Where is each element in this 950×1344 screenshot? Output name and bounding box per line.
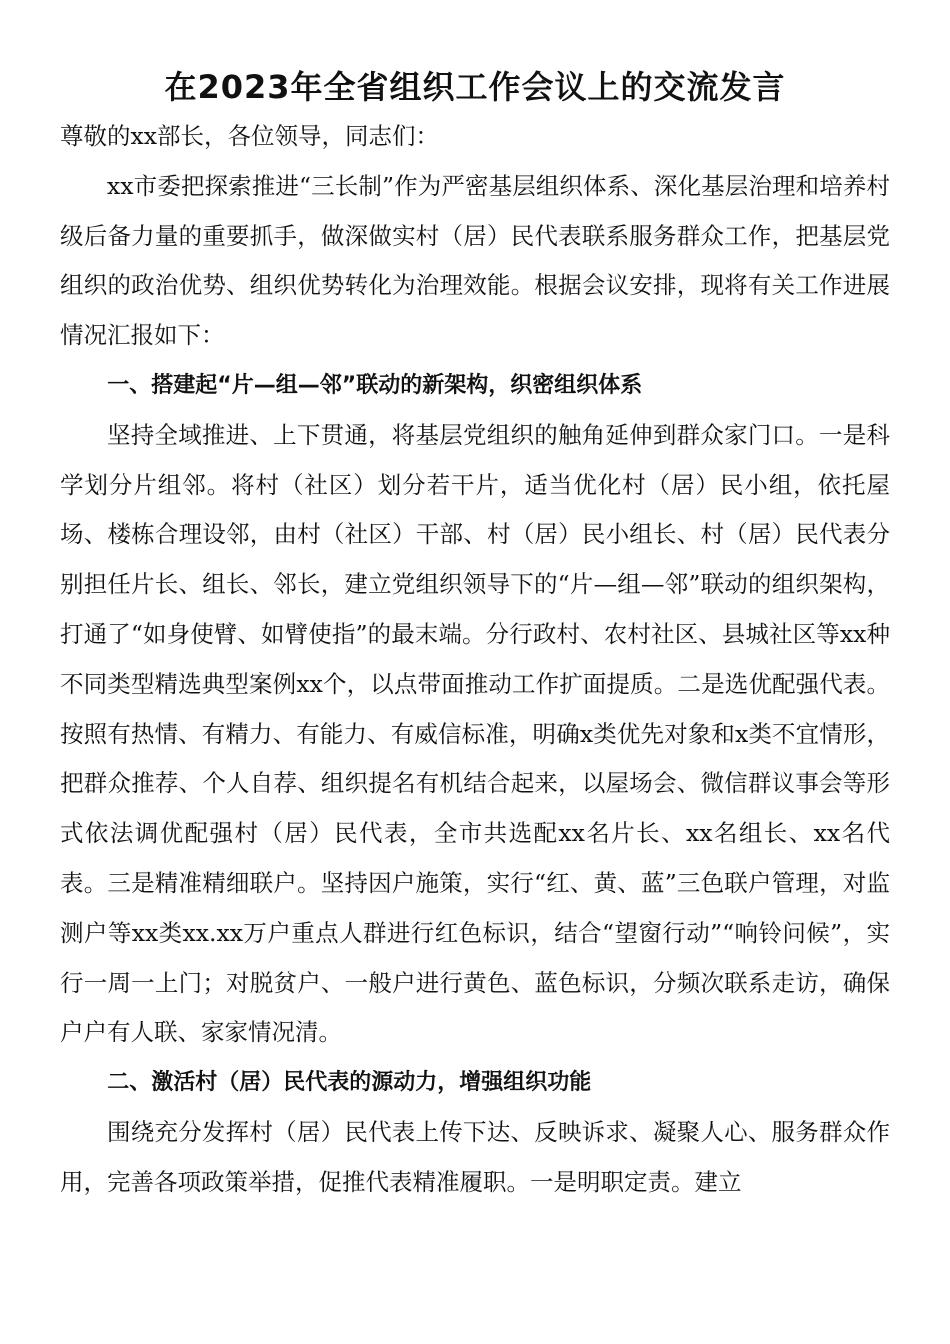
section-1 bbox=[60, 361, 890, 1058]
document-page bbox=[60, 62, 890, 1208]
section-body: 坚持全域推进、上下贯通，将基层党组织的触角延伸到群众家门口。一是科学划分片组邻。将村（社区）划分若干片，适当优化村（居）民小组，依托屋场、楼栋合理设邻，由村（社区）干部、村（居）民小组长、村（居）民代表分别担任片长、组长、邻长，建立党组织领导下的“片—组—邻”联动的组织架构，打通了“如身使臂、如臂使指”的最末端。分行政村、农村社区、县城社区等xx种不同类型精选典型案例xx个，以点带面推动工作扩面提质。二是选优配强代表。按照有热情、有精力、有能力、有威信标准，明确x类优先对象和x类不宜情形，把群众推荐、个人自荐、组织提名有机结合起来，以屋场会、微信群议事会等形式依法调优配强村（居）民代表，全市共选配xx名片长、xx名组长、xx名代表。三是精准精细联户。坚持因户施策，实行“红、黄、蓝”三色联户管理，对监测户等xx类xx.xx万户重点人群进行红色标识，结合“望窗行动”“响铃问候”，实行一周一上门；对脱贫户、一般户进行黄色、蓝色标识，分频次联系走访，确保户户有人联、家家情况清。 bbox=[60, 420, 890, 1047]
salutation: 尊敬的xx部长，各位领导，同志们： bbox=[60, 122, 440, 150]
intro-paragraph: xx市委把探索推进“三长制”作为严密基层组织体系、深化基层治理和培养村级后备力量的重要抓手，做深做实村（居）民代表联系服务群众工作，把基层党组织的政治优势、组织优势转化为治理效能。根据会议安排，现将有关工作进展情况汇报如下： bbox=[60, 171, 890, 350]
section-2 bbox=[60, 1058, 890, 1207]
section-body: 围绕充分发挥村（居）民代表上传下达、反映诉求、凝聚人心、服务群众作用，完善各项政策举措，促推代表精准履职。一是明职定责。建立 bbox=[60, 1117, 890, 1196]
document-title: 在2023年全省组织工作会议上的交流发言 bbox=[164, 68, 786, 106]
section-heading: 一、搭建起“片—组—邻”联动的新架构，织密组织体系 bbox=[107, 372, 643, 398]
section-heading: 二、激活村（居）民代表的源动力，增强组织功能 bbox=[107, 1070, 592, 1096]
